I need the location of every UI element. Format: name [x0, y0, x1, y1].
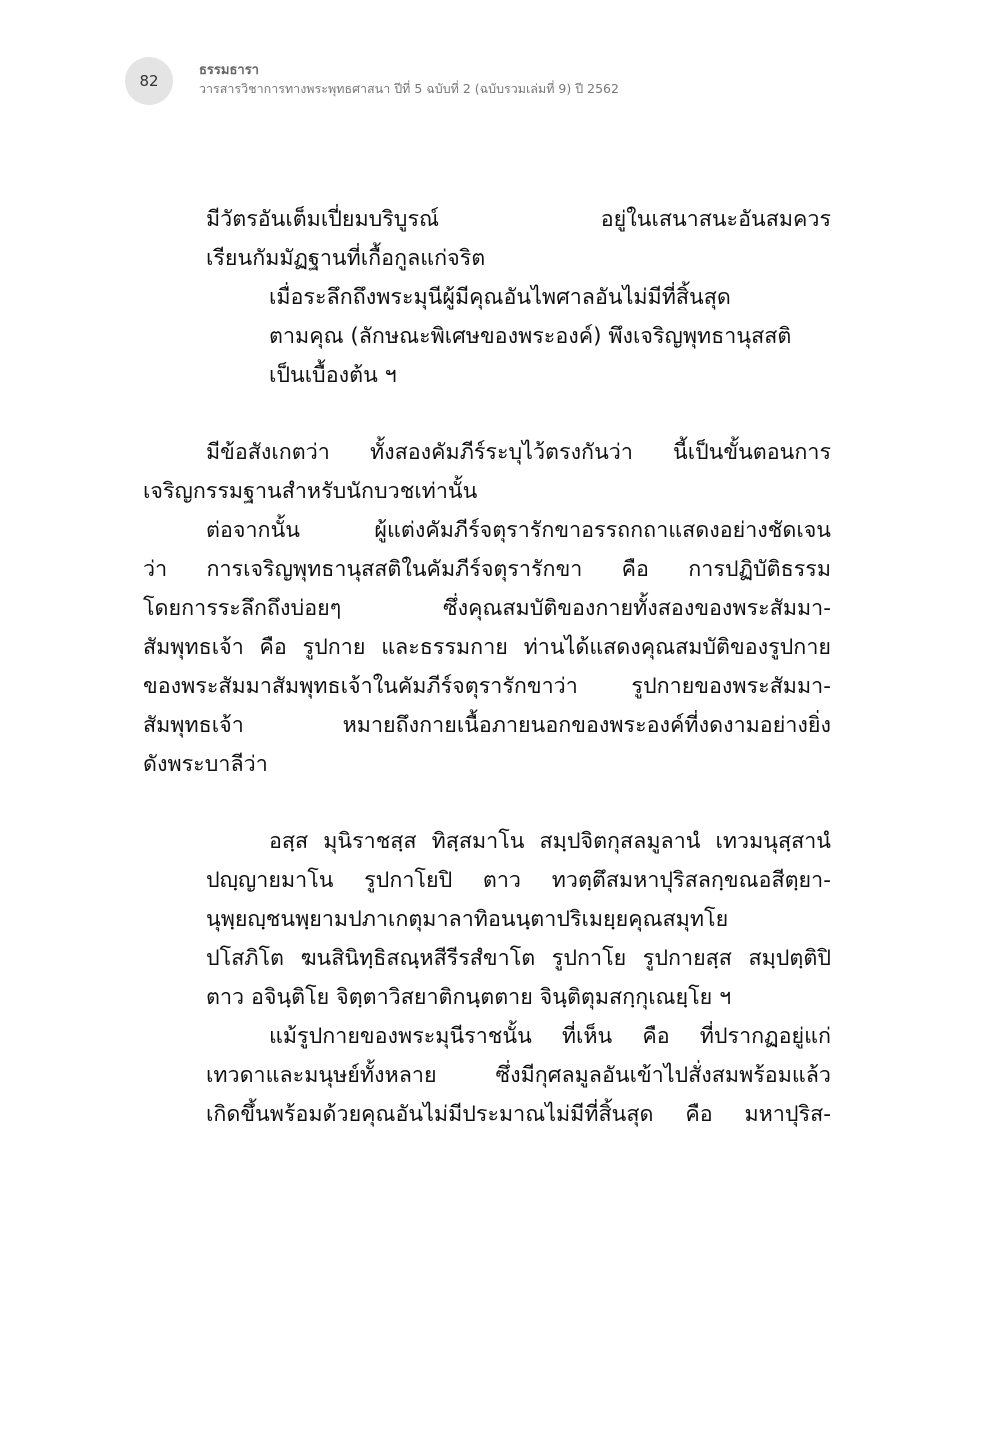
paragraph-line: เจริญกรรมฐานสำหรับนักบวชเท่านั้น	[143, 479, 478, 504]
quote-line: เกิดขึ้นพร้อมด้วยคุณอันไม่มีประมาณไม่มีที่สิ้นสุด คือ มหาปุริส-	[206, 1102, 831, 1127]
quote-line: แม้รูปกายของพระมุนีราชนั้น ที่เห็น คือ ที่ปรากฏอยู่แก่	[269, 1024, 831, 1049]
paragraph-1	[143, 433, 831, 511]
paragraph-line: มีข้อสังเกตว่า ทั้งสองคัมภีร์ระบุไว้ตรงกันว่า นี้เป็นขั้นตอนการ	[206, 440, 831, 465]
quote-line: เป็นเบื้องต้น ฯ	[269, 363, 397, 388]
quote-line: เทวดาและมนุษย์ทั้งหลาย ซึ่งมีกุศลมูลอันเข้าไปสั่งสมพร้อมแล้ว	[206, 1063, 831, 1088]
quote-line: นุพฺยญฺชนพฺยามปภาเกตุมาลาทิอนนฺตาปริเมยฺยคุณสมุทโย	[206, 907, 729, 932]
running-head	[199, 62, 839, 98]
paragraph-line: ต่อจากนั้น ผู้แต่งคัมภีร์จตุรารักขาอรรถกถาแสดงอย่างชัดเจน	[206, 518, 831, 543]
quote-line: ปญฺญายมาโน รูปกาโยปิ ตาว ทวตฺตึสมหาปุริสลกฺขณอสีตฺยา-	[206, 868, 831, 893]
quote-line: เมื่อระลึกถึงพระมุนีผู้มีคุณอันไพศาลอันไม่มีที่สิ้นสุด	[269, 285, 731, 310]
paragraph-line: ว่า การเจริญพุทธานุสสติในคัมภีร์จตุรารักขา คือ การปฏิบัติธรรม	[143, 557, 831, 582]
journal-issue-info: วารสารวิชาการทางพระพุทธศาสนา ปีที่ 5 ฉบับที่ 2 (ฉบับรวมเล่มที่ 9) ปี 2562	[199, 81, 619, 96]
quote-block-2	[143, 822, 831, 1134]
page-number: 82	[125, 57, 173, 105]
quote-line: อสฺส มุนิราชสฺส ทิสฺสมาโน สมฺปจิตกุสลมูลานํ เทวมนุสฺสานํ	[269, 829, 831, 854]
quote-line: ปโสภิโต ฆนสินิทฺธิสณฺหสีรีรสํขาโต รูปกาโย รูปกายสฺส สมฺปตฺติปิ	[206, 946, 831, 971]
paragraph-2	[143, 511, 831, 784]
paragraph-line: สัมพุทธเจ้า คือ รูปกาย และธรรมกาย ท่านได้แสดงคุณสมบัติของรูปกาย	[143, 635, 831, 660]
quote-line: มีวัตรอันเต็มเปี่ยมบริบูรณ์ อยู่ในเสนาสนะอันสมควร	[206, 207, 831, 232]
quote-block-1	[143, 200, 831, 395]
journal-name: ธรรมธารา	[199, 63, 259, 78]
quote-line: ตามคุณ (ลักษณะพิเศษของพระองค์) พึงเจริญพุทธานุสสติ	[269, 324, 792, 349]
paragraph-line: ของพระสัมมาสัมพุทธเจ้าในคัมภีร์จตุรารักขาว่า รูปกายของพระสัมมา-	[143, 674, 831, 699]
paragraph-line: สัมพุทธเจ้า หมายถึงกายเนื้อภายนอกของพระองค์ที่งดงามอย่างยิ่ง	[143, 713, 831, 738]
quote-line: เรียนกัมมัฏฐานที่เกื้อกูลแก่จริต	[206, 246, 486, 271]
body-text	[143, 200, 831, 1134]
quote-line: ตาว อจินฺติโย จิตฺตาวิสยาติกนฺตตาย จินฺติตุมสกฺกุเณยฺโย ฯ	[206, 985, 732, 1010]
paragraph-line: ดังพระบาลีว่า	[143, 752, 268, 777]
paragraph-line: โดยการระลึกถึงบ่อยๆ ซึ่งคุณสมบัติของกายทั้งสองของพระสัมมา-	[143, 596, 831, 621]
